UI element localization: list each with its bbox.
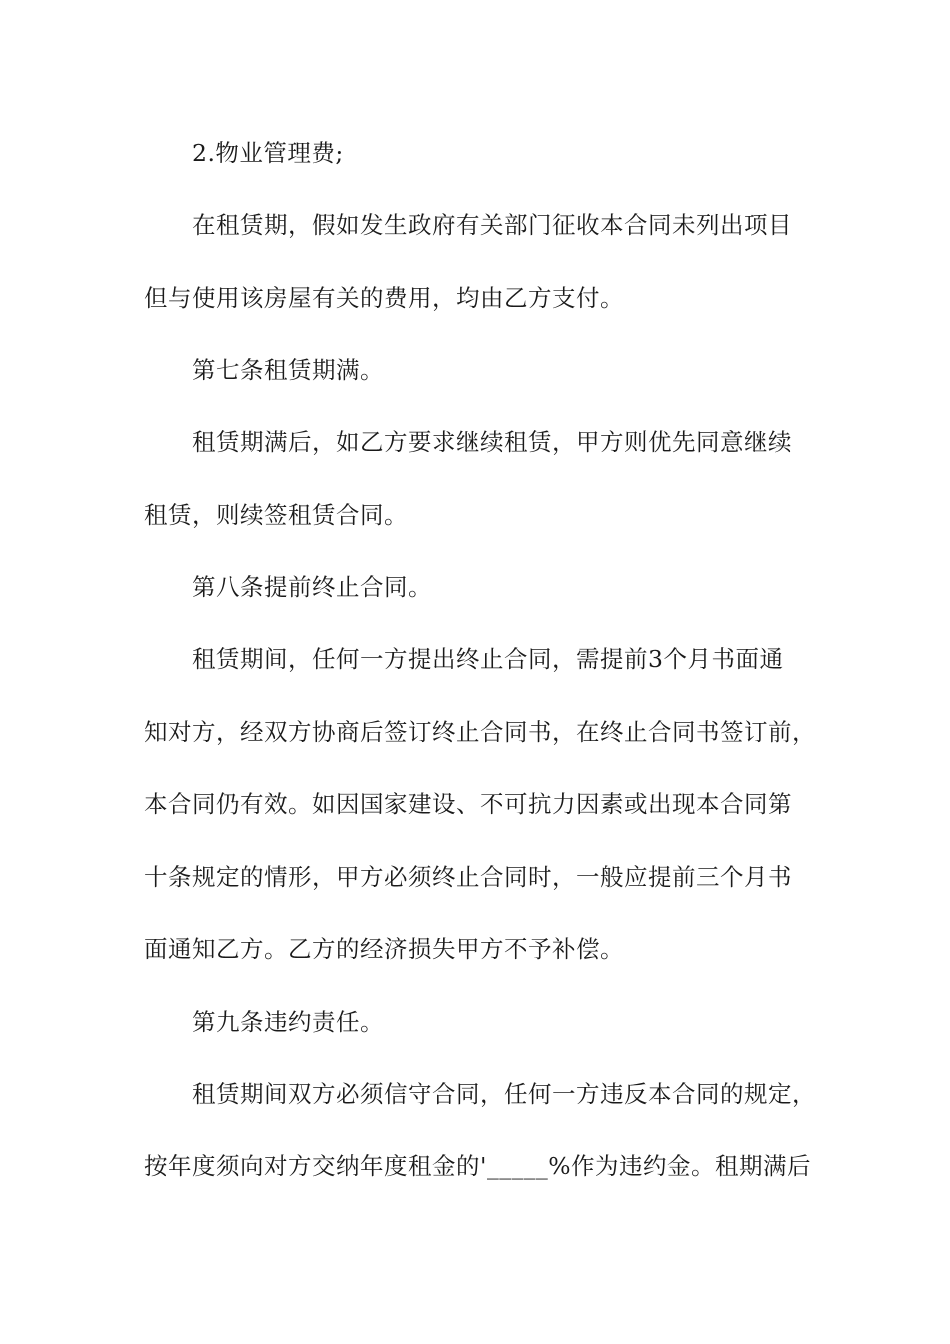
- text-line-property-fee: 2.物业管理费;: [192, 139, 344, 167]
- text-line-paragraph: 面通知乙方。乙方的经济损失甲方不予补偿。: [144, 935, 624, 963]
- text-line-paragraph: 租赁期间双方必须信守合同，任何一方违反本合同的规定，: [192, 1080, 816, 1108]
- text-line-paragraph: 但与使用该房屋有关的费用，均由乙方支付。: [144, 284, 624, 312]
- text-line-paragraph: 十条规定的情形，甲方必须终止合同时，一般应提前三个月书: [144, 863, 792, 891]
- article-heading-9: 第九条违约责任。: [192, 1008, 384, 1036]
- article-heading-7: 第七条租赁期满。: [192, 356, 384, 384]
- text-line-paragraph: 租赁期满后，如乙方要求继续租赁，甲方则优先同意继续: [192, 428, 792, 456]
- text-line-paragraph: 在租赁期，假如发生政府有关部门征收本合同未列出项目: [192, 211, 792, 239]
- text-line-paragraph: 租赁，则续签租赁合同。: [144, 501, 408, 529]
- text-line-paragraph: 租赁期间，任何一方提出终止合同，需提前3个月书面通: [192, 645, 784, 673]
- text-line-paragraph: 本合同仍有效。如因国家建设、不可抗力因素或出现本合同第: [144, 790, 792, 818]
- text-line-paragraph: 知对方，经双方协商后签订终止合同书，在终止合同书签订前，: [144, 718, 816, 746]
- article-heading-8: 第八条提前终止合同。: [192, 573, 432, 601]
- text-line-paragraph: 按年度须向对方交纳年度租金的'_____%作为违约金。租期满后: [144, 1152, 812, 1180]
